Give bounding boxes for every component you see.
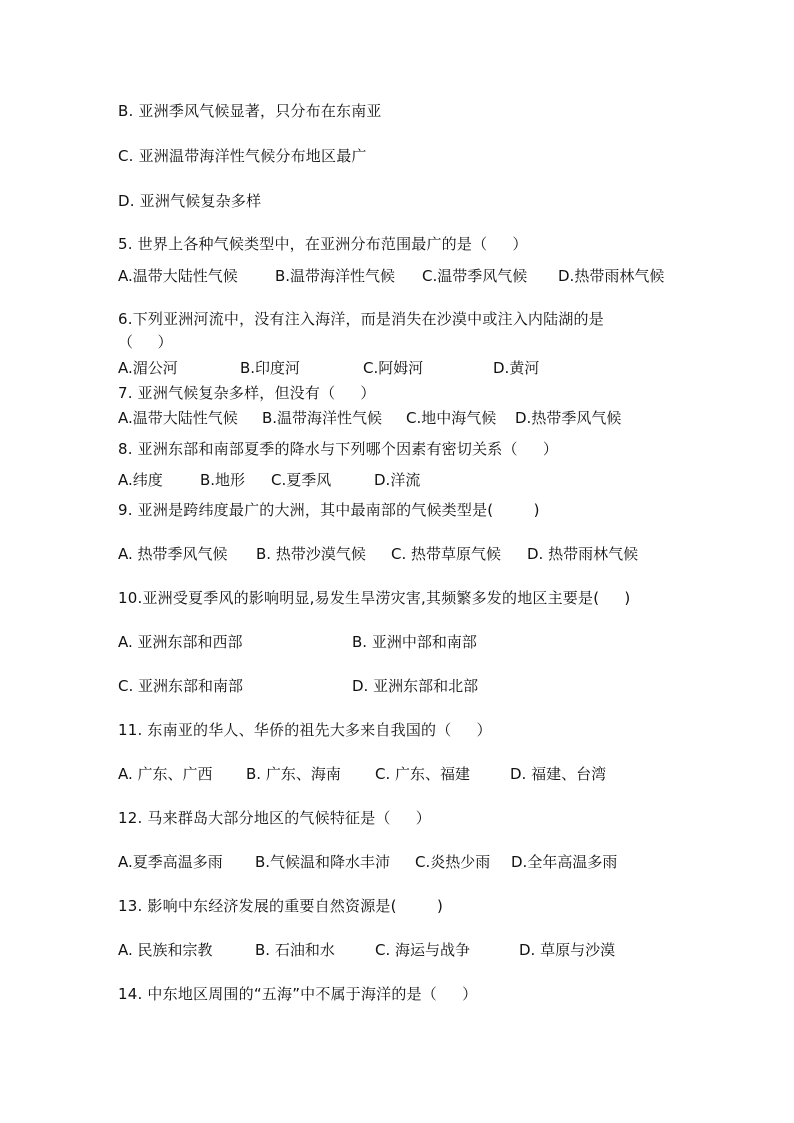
q7-option-b: B.温带海洋性气候	[262, 409, 383, 427]
q10-option-c: C. 亚洲东部和南部	[118, 677, 244, 695]
q9-option-a: A. 热带季风气候	[118, 545, 228, 563]
q11-option-d: D. 福建、台湾	[510, 765, 607, 783]
q8-option-d: D.洋流	[374, 471, 421, 489]
q5-option-a: A.温带大陆性气候	[118, 267, 238, 285]
q6-option-a: A.湄公河	[118, 359, 178, 377]
q6-option-c: C.阿姆河	[363, 359, 424, 377]
q8-option-c: C.夏季风	[271, 471, 332, 489]
q13-option-a: A. 民族和宗教	[118, 941, 213, 959]
q11-option-a: A. 广东、广西	[118, 765, 213, 783]
q8-option-a: A.纬度	[118, 471, 163, 489]
q13-option-c: C. 海运与战争	[375, 941, 471, 959]
q10-option-a: A. 亚洲东部和西部	[118, 633, 243, 651]
q7-option-c: C.地中海气候	[406, 409, 497, 427]
q12-option-c: C.炎热少雨	[415, 853, 491, 871]
q13-option-d: D. 草原与沙漠	[519, 941, 616, 959]
q12-stem: 12. 马来群岛大部分地区的气候特征是（ ）	[118, 809, 431, 827]
q10-option-b: B. 亚洲中部和南部	[352, 633, 477, 651]
q10-stem: 10.亚洲受夏季风的影响明显,易发生旱涝灾害,其频繁多发的地区主要是( )	[118, 589, 631, 607]
q5-option-b: B.温带海洋性气候	[275, 267, 396, 285]
q9-option-b: B. 热带沙漠气候	[256, 545, 366, 563]
q6-stem: 6.下列亚洲河流中，没有注入海洋，而是消失在沙漠中或注入内陆湖的是	[118, 310, 604, 328]
q12-option-b: B.气候温和降水丰沛	[255, 853, 391, 871]
q10-option-d: D. 亚洲东部和北部	[352, 677, 479, 695]
q6-option-b: B.印度河	[240, 359, 301, 377]
q14-stem: 14. 中东地区周围的“五海”中不属于海洋的是（ ）	[118, 985, 478, 1003]
q13-option-b: B. 石油和水	[255, 941, 335, 959]
q5-option-c: C.温带季风气候	[422, 267, 528, 285]
q4-option-c: C. 亚洲温带海洋性气候分布地区最广	[118, 147, 367, 165]
q11-option-c: C. 广东、福建	[375, 765, 471, 783]
q7-stem: 7. 亚洲气候复杂多样，但没有（ ）	[118, 384, 376, 402]
q11-stem: 11. 东南亚的华人、华侨的祖先大多来自我国的（ ）	[118, 721, 492, 739]
q4-option-b: B. 亚洲季风气候显著，只分布在东南亚	[118, 102, 382, 120]
q9-option-c: C. 热带草原气候	[391, 545, 502, 563]
q12-option-a: A.夏季高温多雨	[118, 853, 223, 871]
q8-option-b: B.地形	[200, 471, 246, 489]
q6-option-d: D.黄河	[493, 359, 540, 377]
q13-stem: 13. 影响中东经济发展的重要自然资源是( )	[118, 897, 444, 915]
q8-stem: 8. 亚洲东部和南部夏季的降水与下列哪个因素有密切关系（ ）	[118, 440, 559, 458]
q4-option-d: D. 亚洲气候复杂多样	[118, 192, 262, 210]
q9-option-d: D. 热带雨林气候	[527, 545, 639, 563]
q5-option-d: D.热带雨林气候	[558, 267, 665, 285]
q12-option-d: D.全年高温多雨	[511, 853, 618, 871]
q7-option-d: D.热带季风气候	[515, 409, 622, 427]
q5-stem: 5. 世界上各种气候类型中，在亚洲分布范围最广的是（ ）	[118, 235, 528, 253]
q7-option-a: A.温带大陆性气候	[118, 409, 238, 427]
q9-stem: 9. 亚洲是跨纬度最广的大洲，其中最南部的气候类型是( )	[118, 501, 540, 519]
q6-answer-paren: （ ）	[118, 333, 173, 351]
q11-option-b: B. 广东、海南	[246, 765, 341, 783]
